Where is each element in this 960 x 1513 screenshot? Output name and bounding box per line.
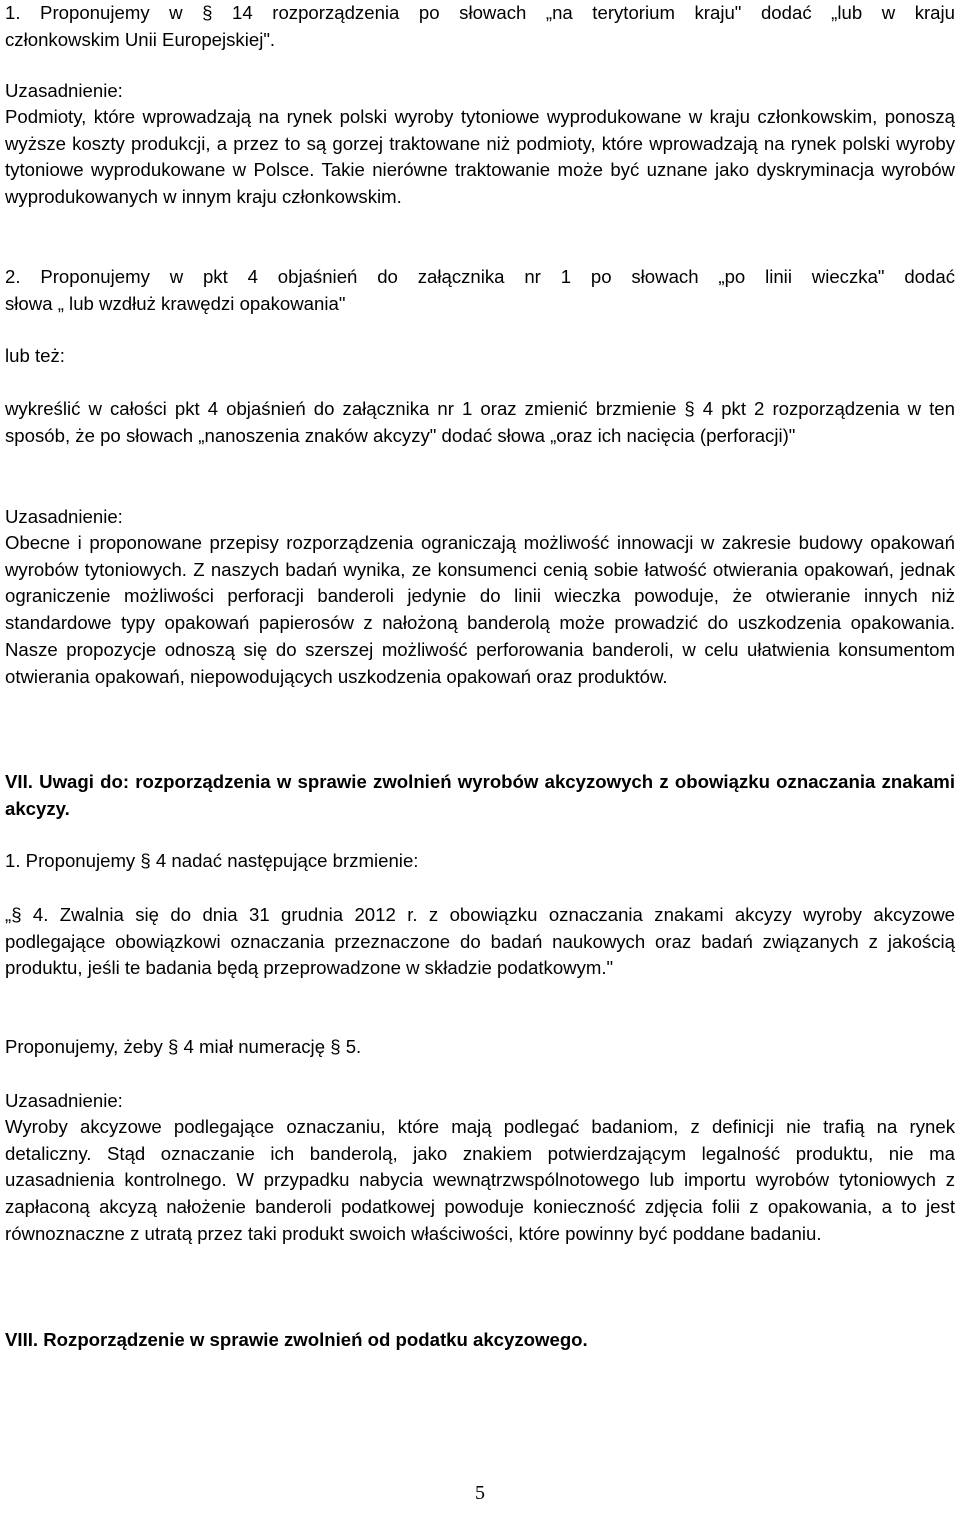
justification-2-text: Obecne i proponowane przepisy rozporządzenia ograniczają możliwość innowacji w zakresie budowy opakowań wyrobów tytoniowych. Z naszych badań wynika, ze konsumenci cenią sobie łatwość otwierania opakowań, jednak ograniczenie możliwości perforacji banderoli jedynie do linii wieczka powoduje, że otwieranie innych niż standardowe typy opakowań papierosów z nałożoną banderolą może prowadzić do uszkodzenia opakowania. Nasze propozycje odnoszą się do szerszej możliwość perforowania banderoli, w celu ułatwienia konsumentom otwierania opakowań, niepowodujących uszkodzenia opakowań oraz produktów. [5, 532, 955, 687]
justification-1-text: Podmioty, które wprowadzają na rynek polski wyroby tytoniowe wyprodukowane w kraju członkowskim, ponoszą wyższe koszty produkcji, a przez to są gorzej traktowane niż podmioty, które wprowadzają na rynek polski wyroby tytoniowe wyprodukowane w Polsce. Takie nierówne traktowanie może być uznane jako dyskryminacja wyrobów wyprodukowanych w innym kraju członkowskim. [5, 106, 955, 208]
numbering-proposal: Proponujemy, żeby § 4 miał numerację § 5. [5, 1036, 362, 1057]
alternative-proposal: wykreślić w całości pkt 4 objaśnień do załącznika nr 1 oraz zmienić brzmienie § 4 pkt 2 rozporządzenia w ten sposób, że po słowach „nanoszenia znaków akcyzy" dodać słowa „oraz ich nacięcia (perforacji)" [5, 398, 955, 446]
paragraph-1 [5, 0, 955, 53]
paragraph-2 [5, 264, 955, 317]
justification-3-label: Uzasadnienie: [5, 1090, 123, 1111]
paragraph-1-line-2: członkowskim Unii Europejskiej". [5, 28, 276, 50]
proposed-wording: „§ 4. Zwalnia się do dnia 31 grudnia 2012 r. z obowiązku oznaczania znakami akcyzy wyroby akcyzowe podlegające obowiązkowi oznaczania przeznaczone do badań naukowych oraz badań związanych z jakością produktu, jeśli te badania będą przeprowadzone w składzie podatkowym." [5, 904, 955, 979]
justification-2-label: Uzasadnienie: [5, 506, 123, 527]
paragraph-3: 1. Proponujemy § 4 nadać następujące brzmienie: [5, 850, 419, 871]
section-vii-heading: VII. Uwagi do: rozporządzenia w sprawie zwolnień wyrobów akcyzowych z obowiązku oznaczania znakami akcyzy. [5, 771, 955, 819]
justification-3-text: Wyroby akcyzowe podlegające oznaczaniu, które mają podlegać badaniom, z definicji nie trafią na rynek detaliczny. Stąd oznaczanie ich banderolą, jako znakiem potwierdzającym legalność produktu, nie ma uzasadnienia kontrolnego. W przypadku nabycia wewnątrzwspólnotowego lub importu wyrobów tytoniowych z zapłaconą akcyzą nałożenie banderoli podatkowej powoduje konieczność zdjęcia folii z opakowania, a to jest równoznaczne z utratą przez taki produkt swoich właściwości, które powinny być poddane badaniu. [5, 1116, 955, 1244]
paragraph-2-line-2: słowa „ lub wzdłuż krawędzi opakowania" [5, 292, 346, 314]
section-viii-heading: VIII. Rozporządzenie w sprawie zwolnień od podatku akcyzowego. [5, 1329, 588, 1350]
paragraph-2-line-1: 2. Proponujemy w pkt 4 objaśnień do załącznika nr 1 po słowach „po linii wieczka" dodać [5, 266, 955, 287]
justification-1-label: Uzasadnienie: [5, 80, 123, 101]
alternative-label: lub też: [5, 345, 65, 366]
page-number: 5 [475, 1482, 485, 1504]
paragraph-1-line-1: 1. Proponujemy w § 14 rozporządzenia po słowach „na terytorium kraju" dodać „lub w kraju [5, 2, 955, 23]
